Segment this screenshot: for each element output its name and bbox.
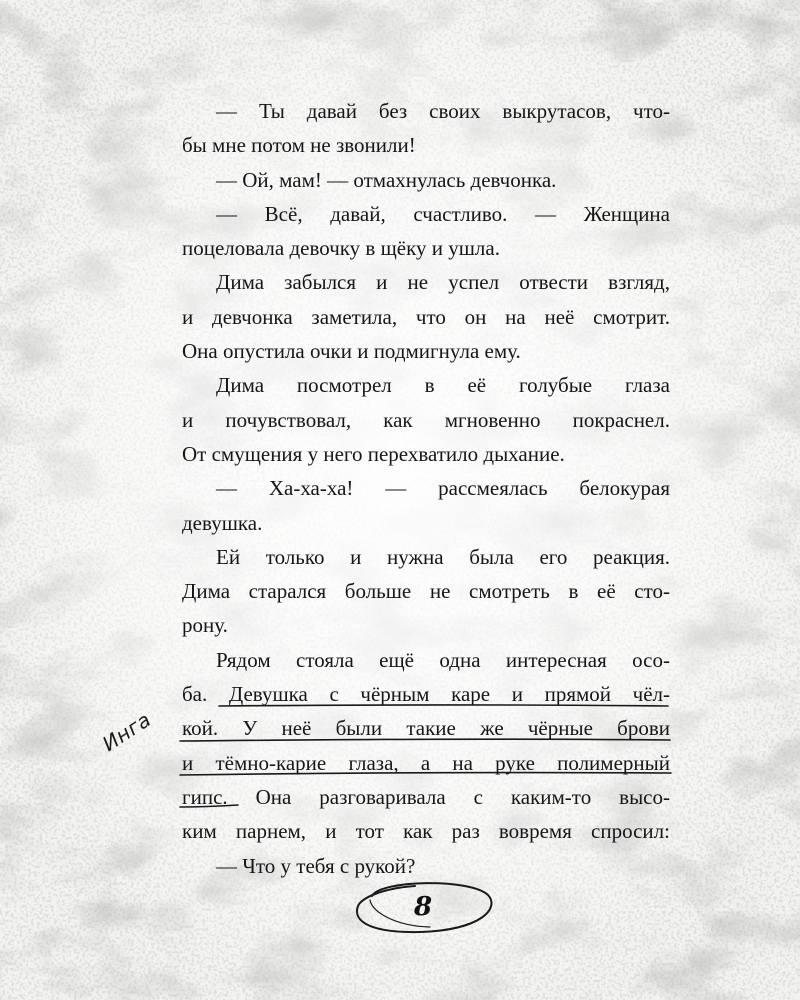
margin-handwritten-note: Инга <box>98 707 156 757</box>
page-number: 8 <box>413 892 433 922</box>
text-line: поцеловала девочку в щёку и ушла. <box>182 236 500 261</box>
text-line: Она опустила очки и подмигнула ему. <box>182 339 521 364</box>
text-line: — Ты давай без своих выкрутасов, что- <box>216 99 670 123</box>
text-line: девушка. <box>182 510 263 535</box>
text-line: Рядом стояла ещё одна интересная осо- <box>216 647 670 672</box>
text-line: Дима забылся и не успел отвести взгляд, <box>216 270 670 295</box>
text-line: Дима посмотрел в её голубые глаза <box>216 373 670 398</box>
text-line: ким парнем, и тот как раз вовремя спросил: <box>182 819 670 844</box>
text-line: Дима старался больше не смотреть в её сто- <box>182 579 670 604</box>
text-line: кой. У неё были такие же чёрные брови <box>182 716 670 741</box>
text-line: гипс. Она разговаривала с каким-то высо- <box>182 784 670 809</box>
text-line: От смущения у него перехватило дыхание. <box>182 441 565 466</box>
text-line: и почувствовал, как мгновенно покраснел. <box>182 407 670 432</box>
text-line: рону. <box>182 613 228 638</box>
text-line: — Ой, мам! — отмахнулась девчонка. <box>216 167 557 192</box>
text-line: — Что у тебя с рукой? <box>216 853 416 878</box>
text-line: ба. Девушка с чёрным каре и прямой чёл- <box>182 682 670 707</box>
body-text <box>182 94 670 883</box>
text-line: бы мне потом не звонили! <box>182 133 416 158</box>
text-line: и девчонка заметила, что он на неё смотрит. <box>182 304 670 329</box>
text-line: — Всё, давай, счастливо. — Женщина <box>216 201 670 226</box>
text-line: и тёмно-карие глаза, а на руке полимерный <box>182 750 670 775</box>
text-line: — Ха-ха-ха! — рассмеялась белокурая <box>216 476 670 501</box>
text-line: Ей только и нужна была его реакция. <box>216 544 670 569</box>
